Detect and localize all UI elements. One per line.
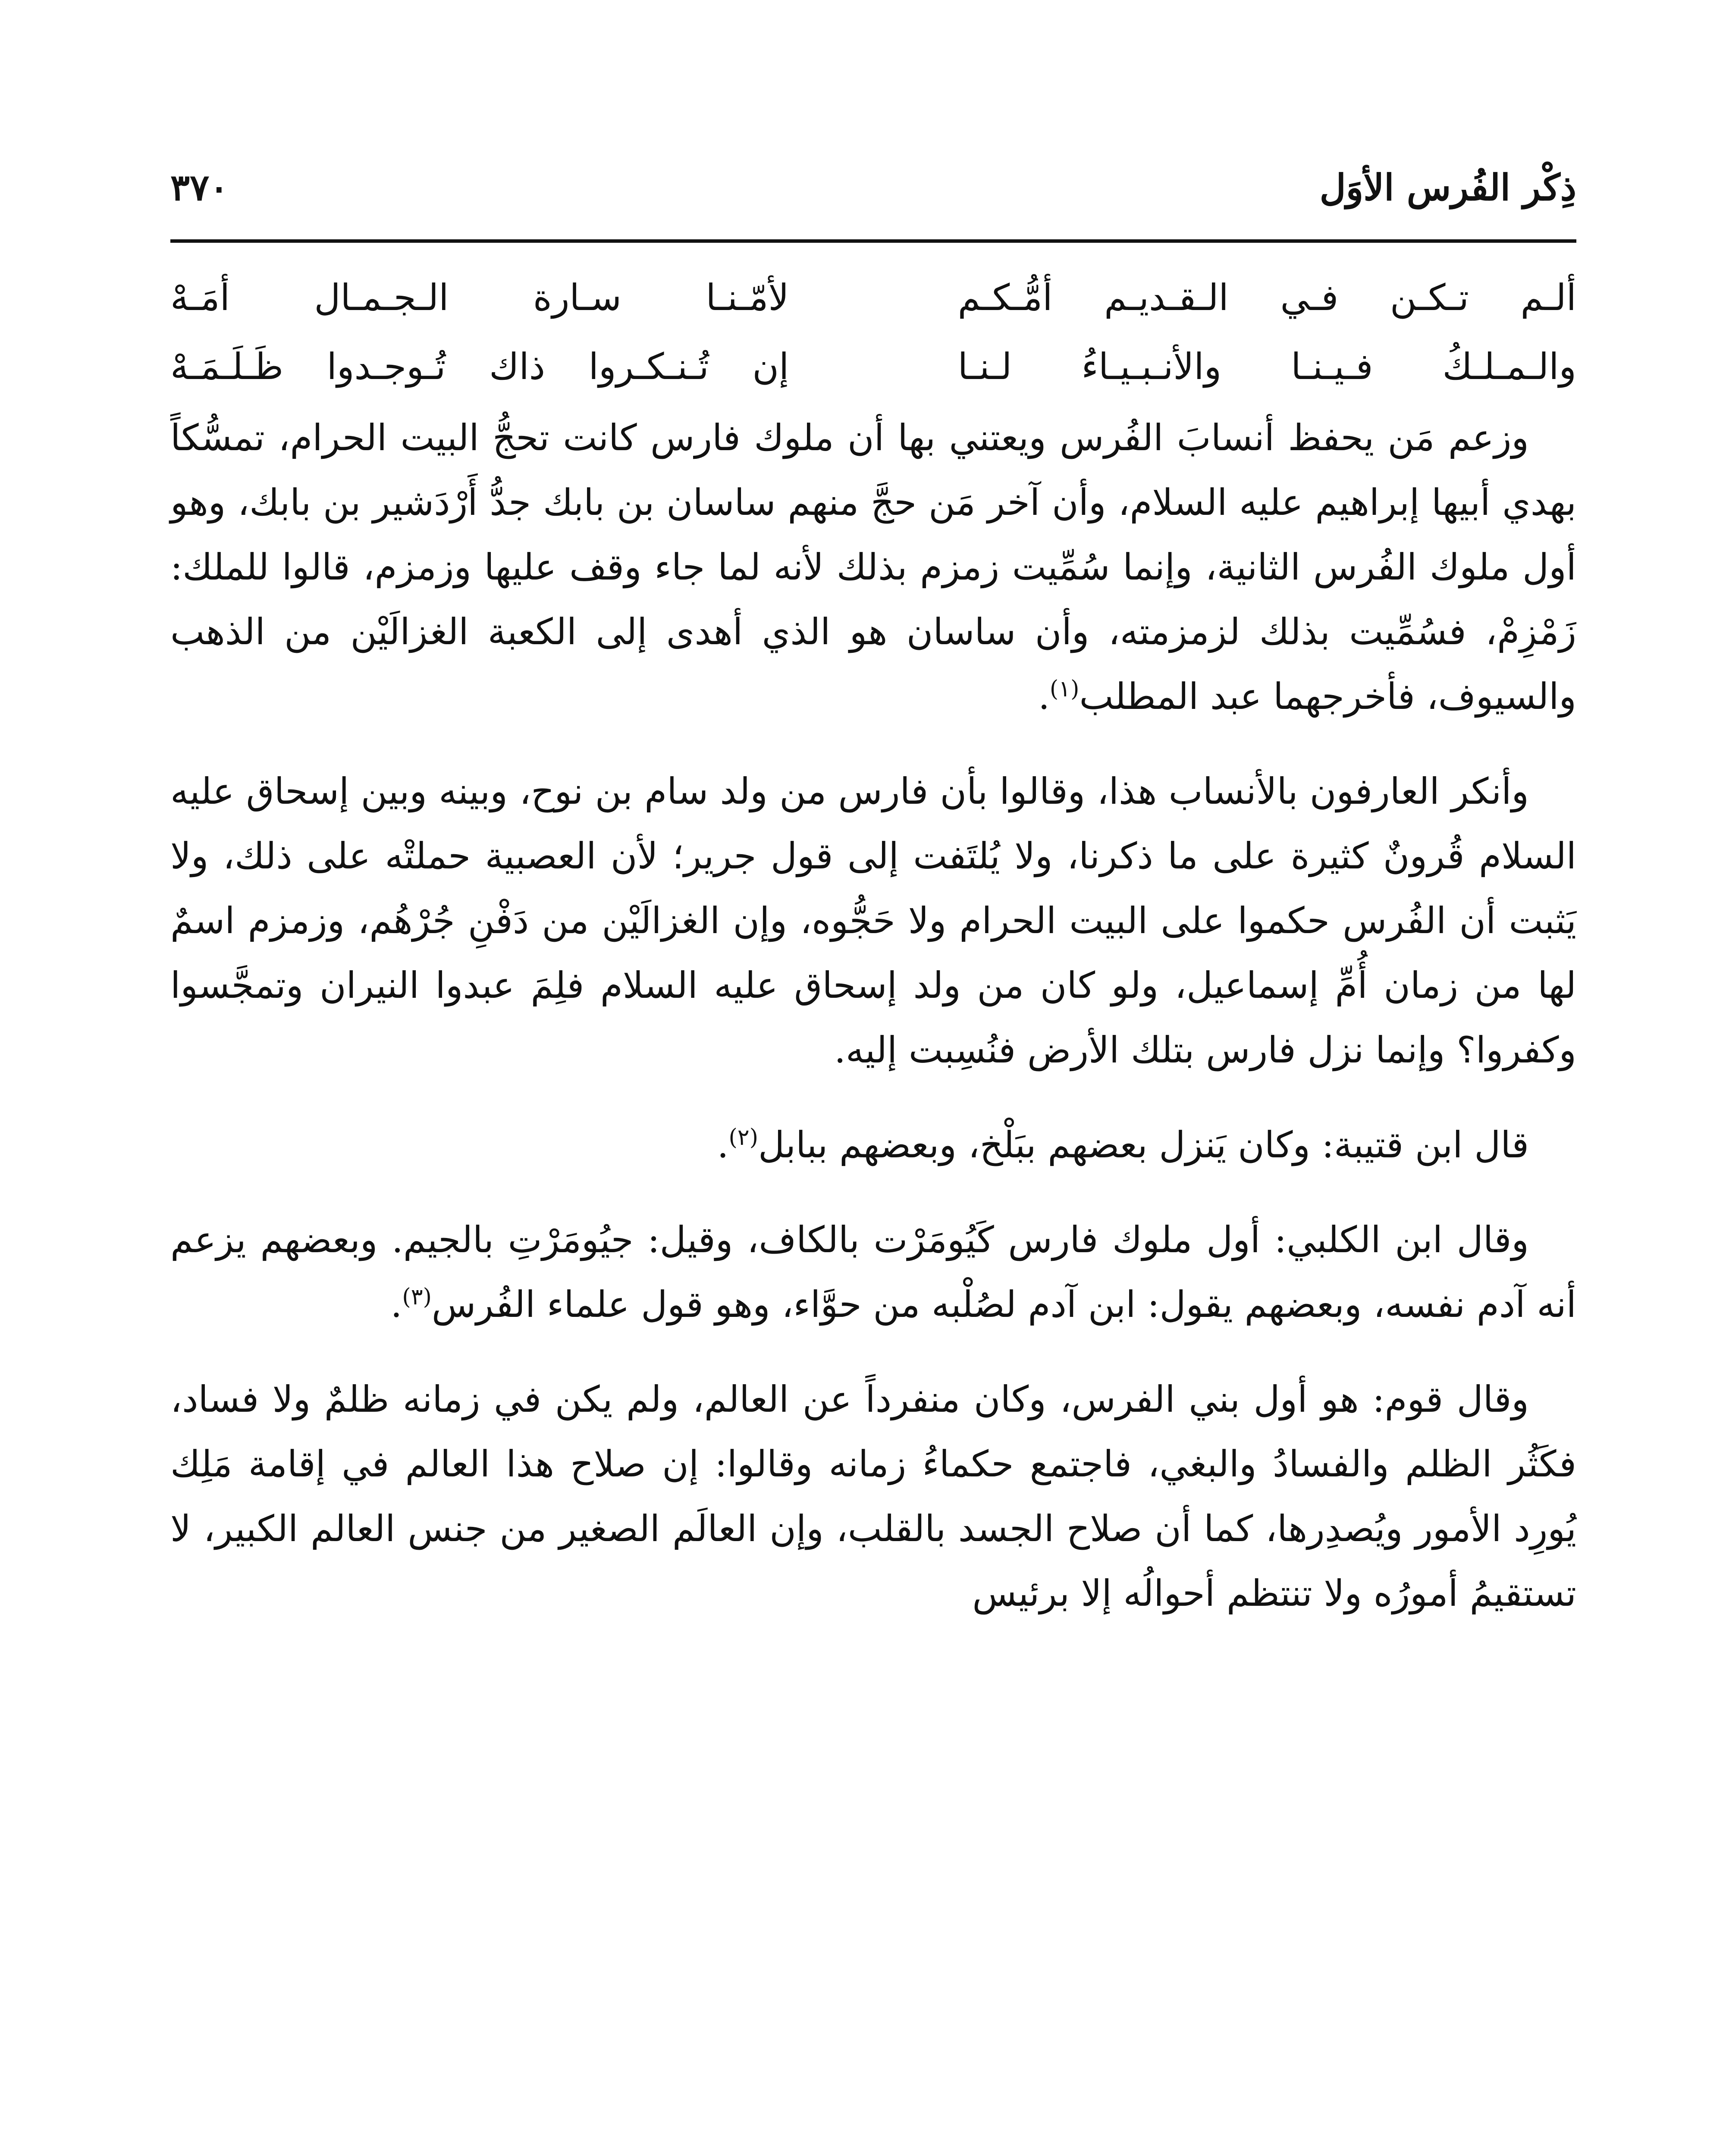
paragraph-text: وقال قوم: هو أول بني الفرس، وكان منفرداً عن العالم، ولم يكن في زمانه ظلمٌ ولا فساد، فكَثُر الظلم والفسادُ والبغي، فاجتمع حكماءُ زمانه وقالوا: إن صلاح هذا العالم في إقامة مَلِك يُورِد الأمور ويُصدِرها، كما أن صلاح الجسد بالقلب، وإن العالَم الصغير من جنس العالم الكبير، لا تستقيمُ أمورُه ولا تنتظم أحوالُه إلا برئيس — [170, 1378, 1576, 1614]
paragraph — [170, 1367, 1576, 1626]
paragraph-text: وقال ابن الكلبي: أول ملوك فارس كَيُومَرْت بالكاف، وقيل: جيُومَرْتِ بالجيم. وبعضهم يزعم أنه آدم نفسه، وبعضهم يقول: ابن آدم لصُلْبه من حوَّاء، وهو قول علماء الفُرس — [170, 1219, 1576, 1326]
paragraph — [170, 405, 1576, 729]
paragraph-end: . — [390, 1283, 402, 1326]
poem-verse — [170, 332, 1576, 401]
paragraph-end: . — [717, 1124, 729, 1166]
page-number: ٣٧٠ — [170, 166, 229, 209]
poem — [170, 263, 1576, 401]
paragraph-end: . — [1038, 675, 1050, 718]
chapter-title: ذِكْر الفُرس الأوَل — [1319, 166, 1576, 209]
footnote-reference[interactable]: (٣) — [402, 1284, 432, 1310]
paragraph — [170, 759, 1576, 1082]
paragraph-text: قال ابن قتيبة: وكان يَنزل بعضهم ببَلْخ، وبعضهم ببابل — [758, 1124, 1529, 1166]
paragraph-text: وأنكر العارفون بالأنساب هذا، وقالوا بأن فارس من ولد سام بن نوح، وبينه وبين إسحاق عليه السلام قُرونٌ كثيرة على ما ذكرنا، ولا يُلتَفت إلى قول جرير؛ لأن العصبية حملتْه على ذلك، ولا يَثبت أن الفُرس حكموا على البيت الحرام ولا حَجُّوه، وإن الغزالَيْن من دَفْنِ جُرْهُم، وزمزم اسمٌ لها من زمان أُمِّ إسماعيل، ولو كان من ولد إسحاق عليه السلام فلِمَ عبدوا النيران وتمجَّسوا وكفروا؟ وإنما نزل فارس بتلك الأرض فنُسِبت إليه. — [170, 770, 1576, 1071]
footnote-reference[interactable]: (١) — [1049, 676, 1080, 702]
verse-first-hemistich: ألـم تـكـن فـي الـقـديـم أمُّـكـم — [957, 276, 1576, 319]
page-header — [170, 155, 1576, 220]
paragraph — [170, 1207, 1576, 1337]
verse-second-hemistich: إن تُـنـكـروا ذاك تُـوجـدوا ظَـلَـمَـهْ — [170, 345, 789, 388]
paragraph-text: وزعم مَن يحفظ أنسابَ الفُرس ويعتني بها أن ملوك فارس كانت تحجُّ البيت الحرام، تمسُّكاً بهدي أبيها إبراهيم عليه السلام، وأن آخر مَن حجَّ منهم ساسان بن بابك جدُّ أَرْدَشير بن بابك، وهو أول ملوك الفُرس الثانية، وإنما سُمِّيت زمزم بذلك لأنه لما جاء وقف عليها وزمزم، قالوا للملك: زَمْزِمْ، فسُمِّيت بذلك لزمزمته، وأن ساسان هو الذي أهدى إلى الكعبة الغزالَيْن من الذهب والسيوف، فأخرجهما عبد المطلب — [170, 417, 1576, 718]
poem-verse — [170, 263, 1576, 332]
verse-second-hemistich: لأمّـنـا سـارة الـجـمـال أمَـهْ — [170, 276, 789, 319]
page-body — [170, 254, 1576, 1656]
header-divider — [170, 239, 1576, 243]
verse-first-hemistich: والـمـلـكُ فـيـنـا والأنـبـيـاءُ لـنـا — [957, 345, 1576, 388]
paragraph — [170, 1112, 1576, 1177]
footnote-reference[interactable]: (٢) — [728, 1125, 758, 1150]
